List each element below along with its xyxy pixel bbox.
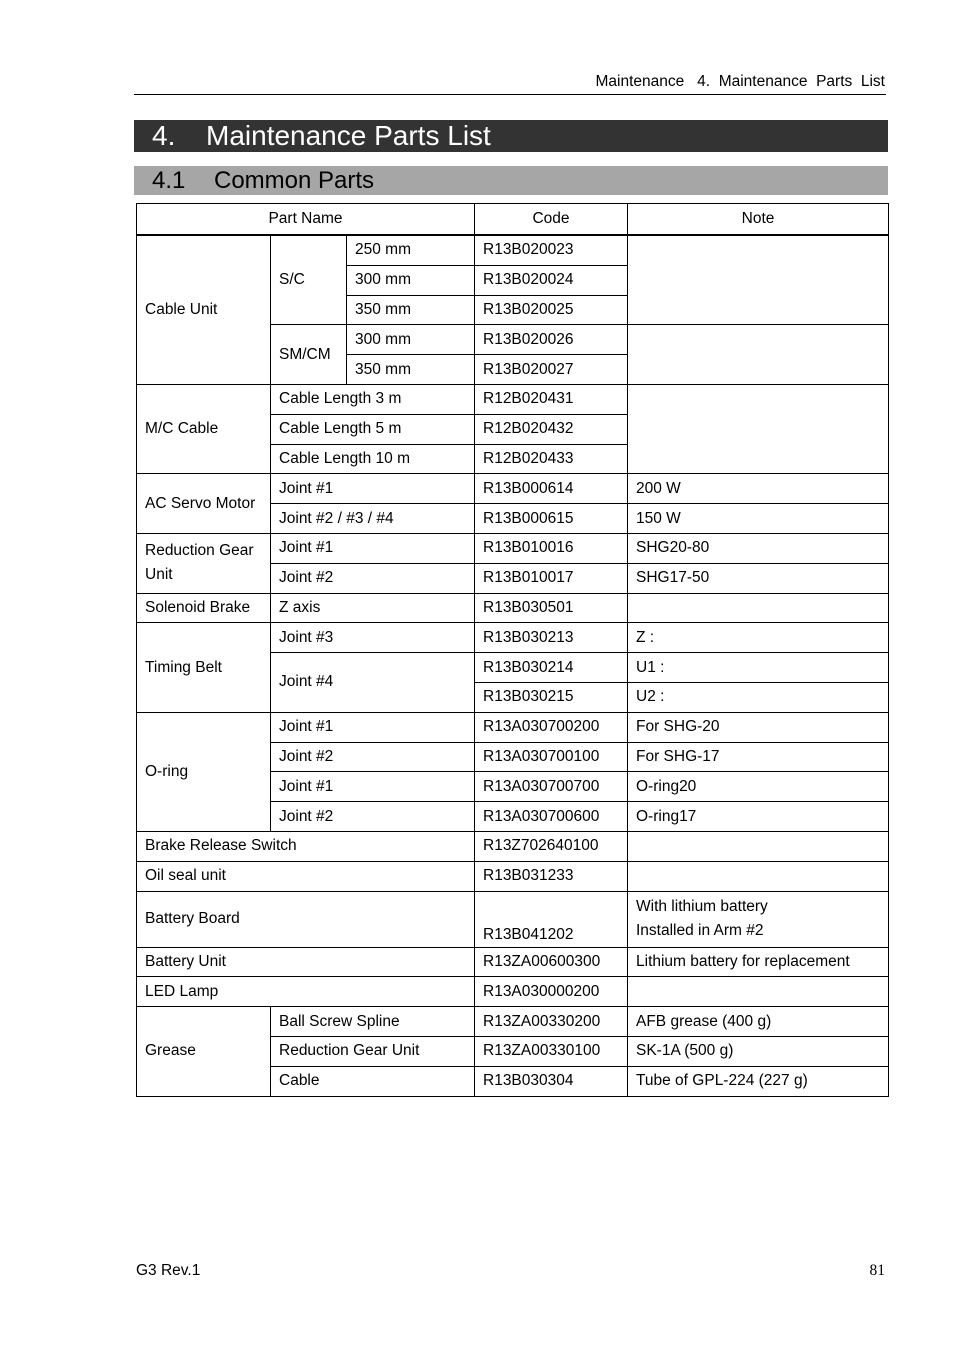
part-code: R13B030214 — [475, 653, 628, 683]
part-note: U1 : — [628, 653, 889, 683]
part-note — [628, 891, 889, 947]
part-length: 250 mm — [347, 235, 475, 265]
part-name: O-ring — [137, 712, 271, 831]
part-name: Battery Unit — [137, 947, 475, 977]
part-name: Solenoid Brake — [137, 593, 271, 623]
part-note — [628, 235, 889, 325]
part-note — [628, 977, 889, 1007]
chapter-heading — [134, 120, 888, 152]
part-code: R13A030000200 — [475, 977, 628, 1007]
table-row — [137, 235, 889, 265]
part-code: R13B020023 — [475, 235, 628, 265]
part-length: 300 mm — [347, 325, 475, 355]
part-code: R13B031233 — [475, 861, 628, 891]
part-note: AFB grease (400 g) — [628, 1007, 889, 1037]
part-name: Oil seal unit — [137, 861, 475, 891]
section-title: Common Parts — [214, 167, 375, 194]
part-note: 200 W — [628, 474, 889, 504]
column-header: Part Name — [137, 204, 475, 236]
part-length: 350 mm — [347, 355, 475, 385]
part-detail: Joint #2 / #3 / #4 — [271, 504, 475, 534]
section-heading — [134, 166, 888, 195]
part-code: R13B030213 — [475, 623, 628, 653]
part-subtype: SM/CM — [271, 325, 347, 385]
part-code: R13B030501 — [475, 593, 628, 623]
part-detail: Ball Screw Spline — [271, 1007, 475, 1037]
part-code: R13B020024 — [475, 265, 628, 295]
part-note: U2 : — [628, 682, 889, 712]
part-detail: Reduction Gear Unit — [271, 1036, 475, 1066]
note-line: Installed in Arm #2 — [636, 922, 764, 940]
part-note — [628, 384, 889, 473]
section-number: 4.1 — [152, 167, 186, 194]
part-code: R13Z702640100 — [475, 831, 628, 861]
part-name: LED Lamp — [137, 977, 475, 1007]
note-line: With lithium battery — [636, 898, 768, 916]
part-length: 350 mm — [347, 295, 475, 325]
part-detail: Joint #4 — [271, 653, 475, 713]
chapter-title: Maintenance Parts List — [206, 120, 491, 151]
part-code: R13ZA00600300 — [475, 947, 628, 977]
part-note: O-ring20 — [628, 772, 889, 802]
column-header: Note — [628, 204, 889, 236]
part-detail: Joint #1 — [271, 712, 475, 742]
part-name: Brake Release Switch — [137, 831, 475, 861]
part-code: R13B041202 — [475, 891, 628, 947]
part-code: R13B030215 — [475, 682, 628, 712]
part-name: Timing Belt — [137, 623, 271, 712]
header-rule — [134, 94, 886, 95]
table-row — [137, 593, 889, 623]
table-row — [137, 712, 889, 742]
part-note: For SHG-17 — [628, 742, 889, 772]
table-row — [137, 533, 889, 563]
part-detail: Joint #2 — [271, 563, 475, 593]
part-name: Battery Board — [137, 891, 475, 947]
part-note — [628, 325, 889, 385]
part-code: R12B020431 — [475, 384, 628, 414]
part-note: O-ring17 — [628, 802, 889, 832]
column-header: Code — [475, 204, 628, 236]
part-detail: Joint #2 — [271, 802, 475, 832]
part-code: R13A030700700 — [475, 772, 628, 802]
part-note: SHG20-80 — [628, 533, 889, 563]
footer-revision: G3 Rev.1 — [136, 1262, 201, 1279]
part-detail: Joint #3 — [271, 623, 475, 653]
table-row — [137, 831, 889, 861]
part-detail: Joint #1 — [271, 474, 475, 504]
part-length: 300 mm — [347, 265, 475, 295]
part-detail: Z axis — [271, 593, 475, 623]
page-number: 81 — [869, 1262, 885, 1279]
part-code: R13ZA00330200 — [475, 1007, 628, 1037]
part-code: R13B000614 — [475, 474, 628, 504]
table-row — [137, 384, 889, 414]
table-row — [137, 623, 889, 653]
part-note: Z : — [628, 623, 889, 653]
part-subtype: S/C — [271, 235, 347, 325]
table-row — [137, 1007, 889, 1037]
part-note — [628, 831, 889, 861]
table-row — [137, 891, 889, 947]
table-row — [137, 474, 889, 504]
part-detail: Cable Length 3 m — [271, 384, 475, 414]
part-name: Reduction Gear Unit — [137, 533, 271, 593]
part-code: R12B020432 — [475, 414, 628, 444]
parts-table — [136, 203, 889, 1097]
part-note: Lithium battery for replacement — [628, 947, 889, 977]
part-name: M/C Cable — [137, 384, 271, 473]
part-note — [628, 593, 889, 623]
header-section: Maintenance — [595, 73, 685, 90]
part-detail: Joint #1 — [271, 533, 475, 563]
part-detail: Cable Length 5 m — [271, 414, 475, 444]
part-code: R13A030700200 — [475, 712, 628, 742]
running-header — [0, 73, 885, 91]
part-code: R13B000615 — [475, 504, 628, 534]
table-header-row — [137, 204, 889, 236]
part-note: 150 W — [628, 504, 889, 534]
part-code: R13B010017 — [475, 563, 628, 593]
part-note: Tube of GPL-224 (227 g) — [628, 1066, 889, 1096]
part-code: R13B010016 — [475, 533, 628, 563]
part-detail: Cable — [271, 1066, 475, 1096]
table-row — [137, 861, 889, 891]
part-code: R13A030700100 — [475, 742, 628, 772]
part-name: Grease — [137, 1007, 271, 1096]
part-code: R13B030304 — [475, 1066, 628, 1096]
part-name: Cable Unit — [137, 235, 271, 384]
part-detail: Joint #2 — [271, 742, 475, 772]
part-code: R13ZA00330100 — [475, 1036, 628, 1066]
part-name: AC Servo Motor — [137, 474, 271, 534]
part-code: R13B020026 — [475, 325, 628, 355]
part-note: For SHG-20 — [628, 712, 889, 742]
part-detail: Cable Length 10 m — [271, 444, 475, 474]
part-note: SHG17-50 — [628, 563, 889, 593]
part-detail: Joint #1 — [271, 772, 475, 802]
part-note — [628, 861, 889, 891]
chapter-number: 4. — [152, 120, 176, 151]
part-code: R13B020025 — [475, 295, 628, 325]
part-code: R13A030700600 — [475, 802, 628, 832]
part-note: SK-1A (500 g) — [628, 1036, 889, 1066]
header-chapter: 4. Maintenance Parts List — [697, 73, 885, 90]
table-row — [137, 977, 889, 1007]
table-row — [137, 947, 889, 977]
part-code: R13B020027 — [475, 355, 628, 385]
part-code: R12B020433 — [475, 444, 628, 474]
